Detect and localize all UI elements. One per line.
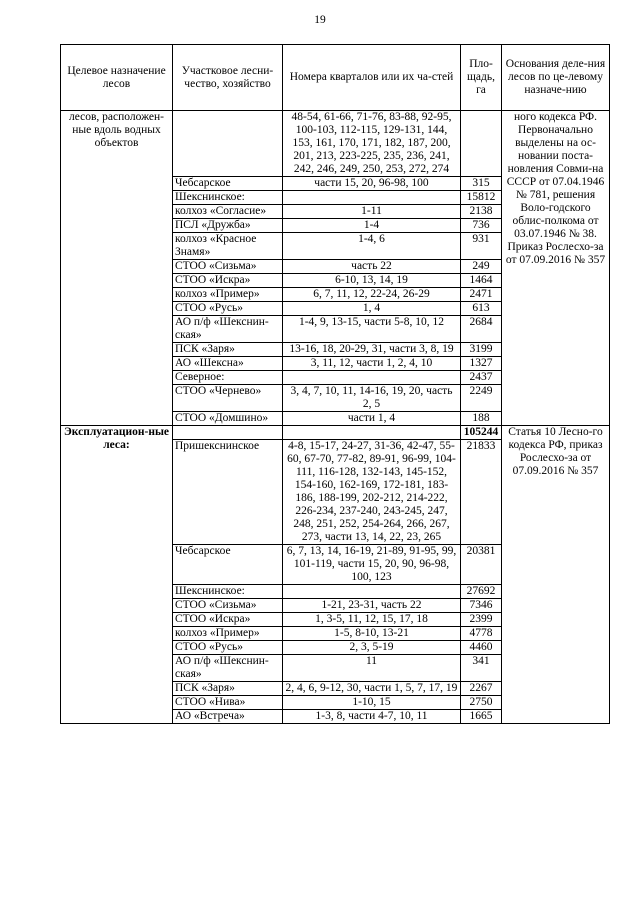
area-total-cell: 105244	[461, 426, 502, 440]
quarters-cell: части 15, 20, 96-98, 100	[283, 177, 461, 191]
area-cell: 2437	[461, 371, 502, 385]
header-forestry: Участковое лесни-чество, хозяйство	[173, 45, 283, 111]
area-cell: 1665	[461, 710, 502, 724]
forestry-cell: АО п/ф «Шекснин-ская»	[173, 655, 283, 682]
quarters-cell: 3, 11, 12, части 1, 2, 4, 10	[283, 357, 461, 371]
forestry-cell: АО п/ф «Шекснин-ская»	[173, 316, 283, 343]
forestry-cell: ПСЛ «Дружба»	[173, 219, 283, 233]
quarters-cell: 1-4, 9, 13-15, части 5-8, 10, 12	[283, 316, 461, 343]
quarters-cell	[283, 371, 461, 385]
area-cell: 3199	[461, 343, 502, 357]
area-cell: 7346	[461, 599, 502, 613]
purpose-cell: Эксплуатацион-ные леса:	[61, 426, 173, 724]
area-cell: 2750	[461, 696, 502, 710]
forestry-cell: колхоз «Согласие»	[173, 205, 283, 219]
forestry-cell: АО «Шексна»	[173, 357, 283, 371]
forestry-cell: Шекснинское:	[173, 191, 283, 205]
area-cell: 2138	[461, 205, 502, 219]
area-cell: 27692	[461, 585, 502, 599]
quarters-cell: 6-10, 13, 14, 19	[283, 274, 461, 288]
quarters-cell: 11	[283, 655, 461, 682]
forestry-cell: ПСК «Заря»	[173, 343, 283, 357]
forestry-cell: СТОО «Домшино»	[173, 412, 283, 426]
table-header-row	[61, 45, 610, 111]
section-water-protection	[61, 111, 610, 426]
area-cell: 21833	[461, 440, 502, 545]
area-cell: 1464	[461, 274, 502, 288]
area-cell: 315	[461, 177, 502, 191]
quarters-cell: 13-16, 18, 20-29, 31, части 3, 8, 19	[283, 343, 461, 357]
page-number: 19	[314, 14, 326, 26]
area-cell: 4778	[461, 627, 502, 641]
forestry-cell: СТОО «Искра»	[173, 613, 283, 627]
area-cell: 931	[461, 233, 502, 260]
quarters-cell: 4-8, 15-17, 24-27, 31-36, 42-47, 55-60, 67-70, 77-82, 89-91, 96-99, 104-111, 116-128, 132-143, 145-152, 154-160, 162-169, 172-181, 183-186, 188-199, 202-212, 214-222, 226-234, 237-240, 243-245, 247, 248, 251, 252, 254-264, 266, 267, 273, части 13, 14, 22, 23, 265	[283, 440, 461, 545]
header-purpose: Целевое назначение лесов	[61, 45, 173, 111]
area-cell: 341	[461, 655, 502, 682]
forestry-cell	[173, 426, 283, 440]
area-cell: 4460	[461, 641, 502, 655]
forestry-cell: СТОО «Сизьма»	[173, 260, 283, 274]
forestry-cell: Северное:	[173, 371, 283, 385]
forestry-cell: АО «Встреча»	[173, 710, 283, 724]
area-cell: 2471	[461, 288, 502, 302]
quarters-cell: 1-3, 8, части 4-7, 10, 11	[283, 710, 461, 724]
quarters-cell: 1-4, 6	[283, 233, 461, 260]
purpose-cell: лесов, расположен-ные вдоль водных объектов	[61, 111, 173, 426]
quarters-cell: 1, 4	[283, 302, 461, 316]
quarters-cell	[283, 585, 461, 599]
quarters-cell: 1-21, 23-31, часть 22	[283, 599, 461, 613]
area-cell: 249	[461, 260, 502, 274]
forestry-cell: Шекснинское:	[173, 585, 283, 599]
quarters-cell: 1, 3-5, 11, 12, 15, 17, 18	[283, 613, 461, 627]
quarters-cell: 6, 7, 13, 14, 16-19, 21-89, 91-95, 99, 101-119, части 15, 20, 90, 96-98, 100, 123	[283, 545, 461, 585]
forestry-cell: колхоз «Пример»	[173, 288, 283, 302]
area-cell	[461, 111, 502, 177]
forestry-cell: СТОО «Сизьма»	[173, 599, 283, 613]
quarters-cell: 1-11	[283, 205, 461, 219]
area-cell: 1327	[461, 357, 502, 371]
quarters-cell: 1-10, 15	[283, 696, 461, 710]
table-row	[61, 111, 610, 177]
forestry-cell: Пришекснинское	[173, 440, 283, 545]
quarters-cell: часть 22	[283, 260, 461, 274]
area-cell: 2267	[461, 682, 502, 696]
forestry-cell: СТОО «Русь»	[173, 302, 283, 316]
table-row-section-total	[61, 426, 610, 440]
section-exploitation-forests	[61, 426, 610, 724]
header-area: Пло-щадь, га	[461, 45, 502, 111]
forestry-cell: Чебсарское	[173, 177, 283, 191]
area-cell: 20381	[461, 545, 502, 585]
forestry-cell: ПСК «Заря»	[173, 682, 283, 696]
quarters-cell: 1-5, 8-10, 13-21	[283, 627, 461, 641]
area-cell: 2684	[461, 316, 502, 343]
header-basis: Основания деле-ния лесов по це-левому назначе-нию	[502, 45, 610, 111]
area-cell: 188	[461, 412, 502, 426]
forestry-cell: колхоз «Пример»	[173, 627, 283, 641]
forest-purpose-table	[60, 44, 610, 724]
quarters-cell: 2, 4, 6, 9-12, 30, части 1, 5, 7, 17, 19	[283, 682, 461, 696]
quarters-cell: части 1, 4	[283, 412, 461, 426]
forestry-cell: СТОО «Русь»	[173, 641, 283, 655]
quarters-cell: 3, 4, 7, 10, 11, 14-16, 19, 20, часть 2, 5	[283, 385, 461, 412]
quarters-cell	[283, 426, 461, 440]
area-cell: 2249	[461, 385, 502, 412]
forestry-cell: СТОО «Искра»	[173, 274, 283, 288]
quarters-cell: 1-4	[283, 219, 461, 233]
forestry-cell: СТОО «Нива»	[173, 696, 283, 710]
area-cell: 15812	[461, 191, 502, 205]
quarters-cell	[283, 191, 461, 205]
area-cell: 736	[461, 219, 502, 233]
header-quarters: Номера кварталов или их ча-стей	[283, 45, 461, 111]
area-cell: 2399	[461, 613, 502, 627]
forestry-cell: Чебсарское	[173, 545, 283, 585]
basis-cell: ного кодекса РФ. Первоначально выделены на ос-новании поста-новления Совми-на СССР от 07.04.1946 № 781, решения Воло-годского облис-полкома от 03.07.1946 № 38. Приказ Рослесхо-за от 07.09.2016 № 357	[502, 111, 610, 426]
forestry-cell: СТОО «Чернево»	[173, 385, 283, 412]
quarters-cell: 2, 3, 5-19	[283, 641, 461, 655]
forestry-cell: колхоз «Красное Знамя»	[173, 233, 283, 260]
quarters-cell: 6, 7, 11, 12, 22-24, 26-29	[283, 288, 461, 302]
forestry-cell	[173, 111, 283, 177]
area-cell: 613	[461, 302, 502, 316]
quarters-cell: 48-54, 61-66, 71-76, 83-88, 92-95, 100-103, 112-115, 129-131, 144, 153, 161, 170, 171, 182, 187, 200, 201, 213, 223-225, 235, 236, 241, 242, 246, 249, 250, 253, 272, 274	[283, 111, 461, 177]
basis-cell: Статья 10 Лесно-го кодекса РФ, приказ Рослесхо-за от 07.09.2016 № 357	[502, 426, 610, 724]
